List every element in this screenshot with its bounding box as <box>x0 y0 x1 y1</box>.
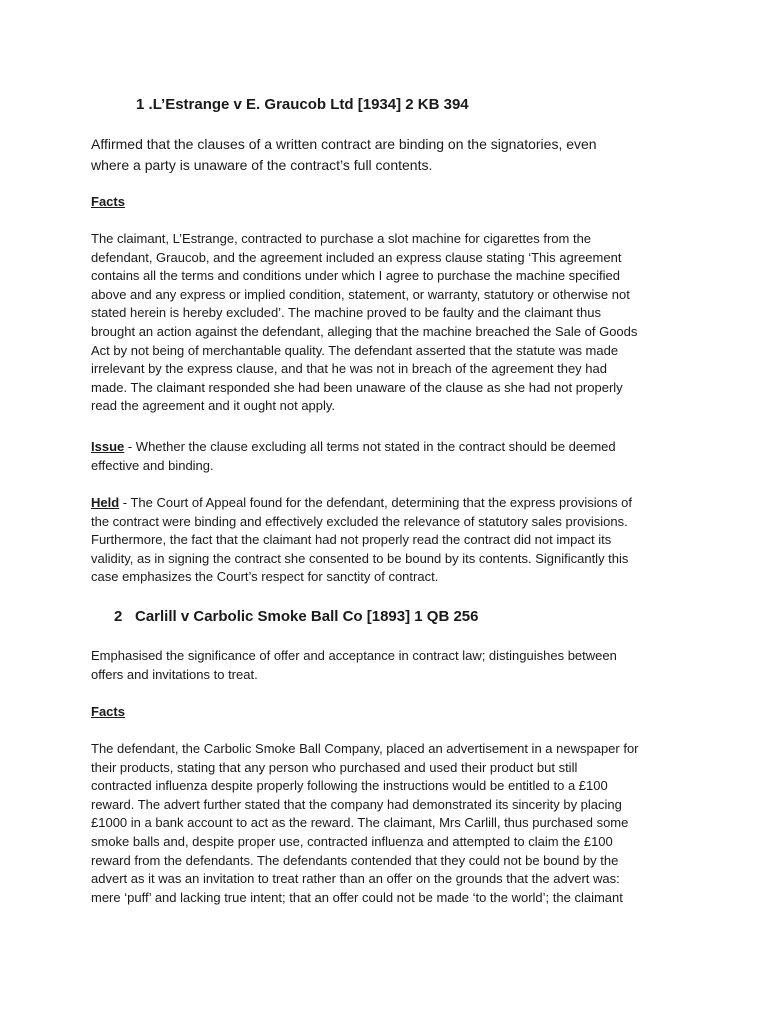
case1-heading-title: L’Estrange v E. Graucob Ltd [1934] 2 KB 394 <box>152 96 469 113</box>
case1-held-text: - The Court of Appeal found for the defendant, determining that the express provisions of <box>119 495 633 510</box>
case2-facts-line: mere ‘puff’ and lacking true intent; that an offer could not be made ‘to the world’; the claimant <box>91 889 623 905</box>
case1-heading <box>136 95 469 115</box>
case2-facts-line: The defendant, the Carbolic Smoke Ball Company, placed an advertisement in a newspaper for <box>91 741 639 756</box>
case1-facts-line: read the agreement and it ought not apply. <box>91 398 336 414</box>
case1-held-line: validity, as in signing the contract she consented to be bound by its contents. Significantly this <box>91 550 629 566</box>
case1-held-label: Held <box>91 495 120 510</box>
case2-facts-line: smoke balls and, despite proper use, contracted influenza and attempted to claim the £100 <box>91 833 613 849</box>
case1-issue-line: effective and binding. <box>91 457 214 473</box>
case1-held-line: the contract were binding and effectively excluded the relevance of statutory sales provisions. <box>91 513 628 529</box>
case1-held-line <box>91 494 691 513</box>
case1-facts-line: stated herein is hereby excluded’. The machine proved to be faulty and the claimant thus <box>91 305 601 321</box>
case2-heading-number: 2 <box>114 608 123 625</box>
case1-summary-line: where a party is unaware of the contract’s full contents. <box>91 157 433 173</box>
case1-issue-label: Issue <box>91 439 125 454</box>
case2-heading <box>114 607 478 627</box>
case1-facts-paragraph <box>91 230 691 416</box>
case2-facts-line: £1000 in a bank account to act as the reward. The claimant, Mrs Carlill, thus purchased some <box>91 815 629 831</box>
case2-facts-label: Facts <box>91 704 125 719</box>
case2-summary <box>91 647 691 684</box>
case2-facts-paragraph <box>91 740 691 907</box>
case1-heading-number: 1 . <box>136 96 153 113</box>
case1-facts-line: made. The claimant responded she had been unaware of the clause as she had not properly <box>91 379 623 395</box>
case1-held-paragraph <box>91 494 691 587</box>
case1-issue-text: - Whether the clause excluding all terms not stated in the contract should be deemed <box>124 439 616 454</box>
case2-summary-line: Emphasised the significance of offer and acceptance in contract law; distinguishes between <box>91 648 617 663</box>
case2-summary-line: offers and invitations to treat. <box>91 666 258 682</box>
case1-held-line: case emphasizes the Court’s respect for sanctity of contract. <box>91 569 439 585</box>
case2-facts-line: contracted influenza despite properly following the instructions would be entitled to a £100 <box>91 778 608 794</box>
case2-facts-line: reward. The advert further stated that the company had demonstrated its sincerity by placing <box>91 796 622 812</box>
case1-facts-line: brought an action against the defendant, alleging that the machine breached the Sale of Goods <box>91 323 638 339</box>
case1-summary-line: Affirmed that the clauses of a written contract are binding on the signatories, even <box>91 136 597 152</box>
case1-issue-line <box>91 438 691 457</box>
case1-facts-label: Facts <box>91 194 125 209</box>
case1-facts-line: contains all the terms and conditions under which I agree to purchase the machine specified <box>91 268 620 284</box>
case2-facts-line: advert as it was an invitation to treat rather than an offer on the grounds that the advert was: <box>91 871 620 887</box>
case1-summary <box>91 134 691 176</box>
case1-issue-paragraph <box>91 438 691 475</box>
case2-facts-line: their products, stating that any person who purchased and used their product but still <box>91 759 578 775</box>
case1-facts-line: The claimant, L’Estrange, contracted to purchase a slot machine for cigarettes from the <box>91 231 592 246</box>
case2-heading-title: Carlill v Carbolic Smoke Ball Co [1893] 1 QB 256 <box>135 608 479 625</box>
case1-held-line: Furthermore, the fact that the claimant had not properly read the contract did not impact its <box>91 532 612 548</box>
case1-facts-line: irrelevant by the express clause, and that he was not in breach of the agreement they had <box>91 361 607 377</box>
case1-facts-line: defendant, Graucob, and the agreement included an express clause stating ‘This agreement <box>91 249 622 265</box>
case2-facts-line: reward from the defendants. The defendants contended that they could not be bound by the <box>91 852 619 868</box>
case1-facts-line: above and any express or implied condition, statement, or warranty, statutory or otherwise not <box>91 286 630 302</box>
case1-facts-line: Act by not being of merchantable quality. The defendant asserted that the statute was made <box>91 342 619 358</box>
